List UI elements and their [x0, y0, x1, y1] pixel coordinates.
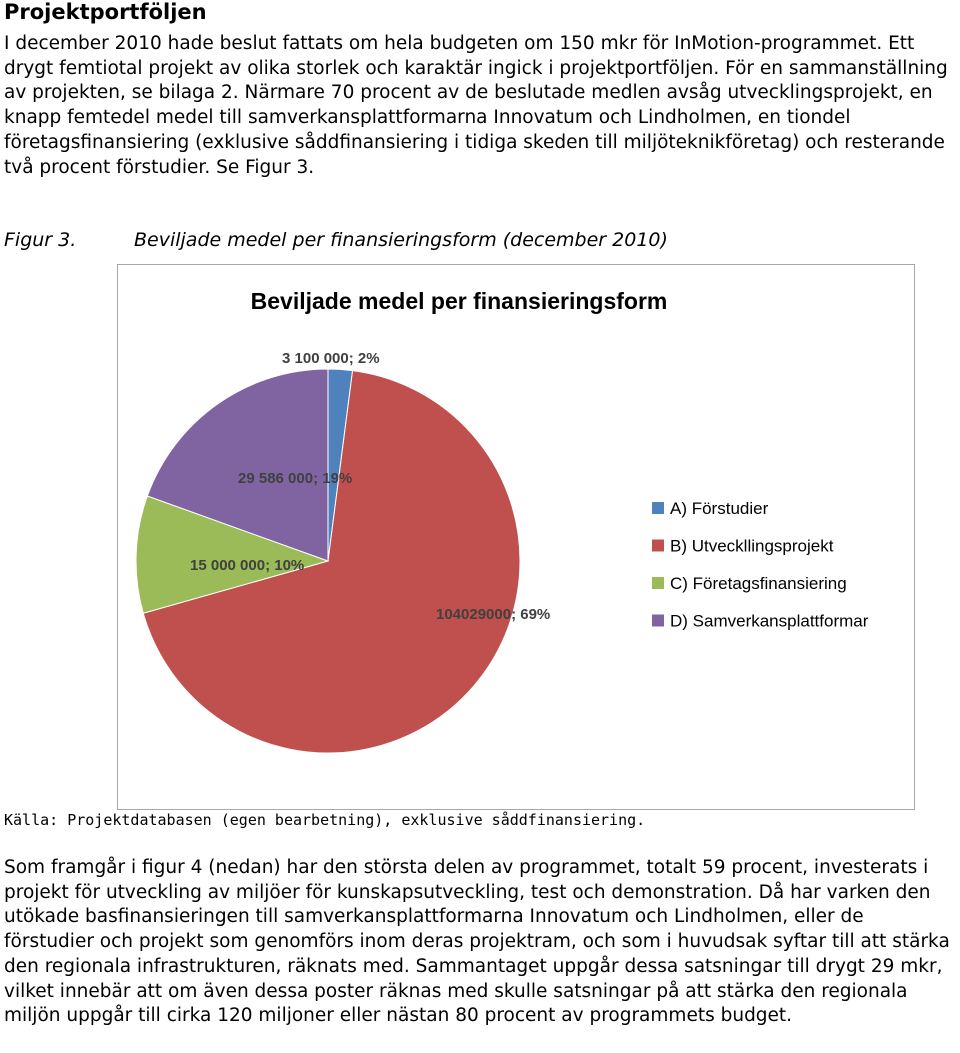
figure-caption — [4, 229, 668, 251]
section-heading: Projektportföljen — [4, 0, 207, 24]
figure-caption-text: Beviljade medel per finansieringsform (december 2010) — [134, 229, 668, 251]
legend-label: C) Företagsfinansiering — [670, 574, 847, 593]
slice-data-label: 29 586 000; 19% — [238, 470, 353, 487]
body-paragraph: Som framgår i figur 4 (nedan) har den största delen av programmet, totalt 59 procent, investerats i projekt för utveckling av miljöer för kunskapsutveckling, test och demonstration. Då har varken den utökade basfinansieringen till samverkansplattformarna Innovatum och Lindholmen, eller de förstudier och projekt som genomförs inom deras projektram, och som i huvudsak syftar till att stärka den regionala infrastrukturen, räknats med. Sammantaget uppgår dessa satsningar till drygt 29 mkr, vilket innebär att om även dessa poster räknas med skulle satsningar på att stärka den regionala miljön uppgår till cirka 120 miljoner eller nästan 80 procent av programmets budget. — [4, 857, 950, 1027]
slice-data-label: 3 100 000; 2% — [282, 350, 380, 367]
slice-data-label: 15 000 000; 10% — [190, 557, 305, 574]
legend-swatch — [652, 577, 664, 589]
legend-swatch — [652, 540, 664, 552]
chart-title: Beviljade medel per finansieringsform — [250, 288, 668, 314]
figure-number: Figur 3. — [4, 229, 77, 251]
legend-label: A) Förstudier — [670, 499, 769, 518]
legend-swatch — [652, 502, 664, 514]
legend-label: D) Samverkansplattformar — [670, 611, 869, 631]
legend-swatch — [652, 615, 664, 627]
pie-chart-container — [117, 264, 915, 810]
slice-data-label: 104029000; 69% — [436, 606, 551, 623]
source-note: Källa: Projektdatabasen (egen bearbetning), exklusive såddfinansiering. — [4, 811, 646, 829]
pie-chart — [118, 265, 914, 809]
legend-label: B) Utveckllingsprojekt — [670, 536, 834, 556]
intro-paragraph: I december 2010 hade beslut fattats om hela budgeten om 150 mkr för InMotion-programmet. Ett drygt femtiotal projekt av olika storlek och karaktär ingick i projektportföljen. För en sammanställning av projekten, se bilaga 2. Närmare 70 procent av de beslutade medlen avsåg utvecklingsprojekt, en knapp femtedel medel till samverkansplattformarna Innovatum och Lindholmen, en tiondel företagsfinansiering (exklusive såddfinansiering i tidiga skeden till miljöteknikföretag) och resterande två procent förstudier. Se Figur 3. — [4, 33, 948, 178]
